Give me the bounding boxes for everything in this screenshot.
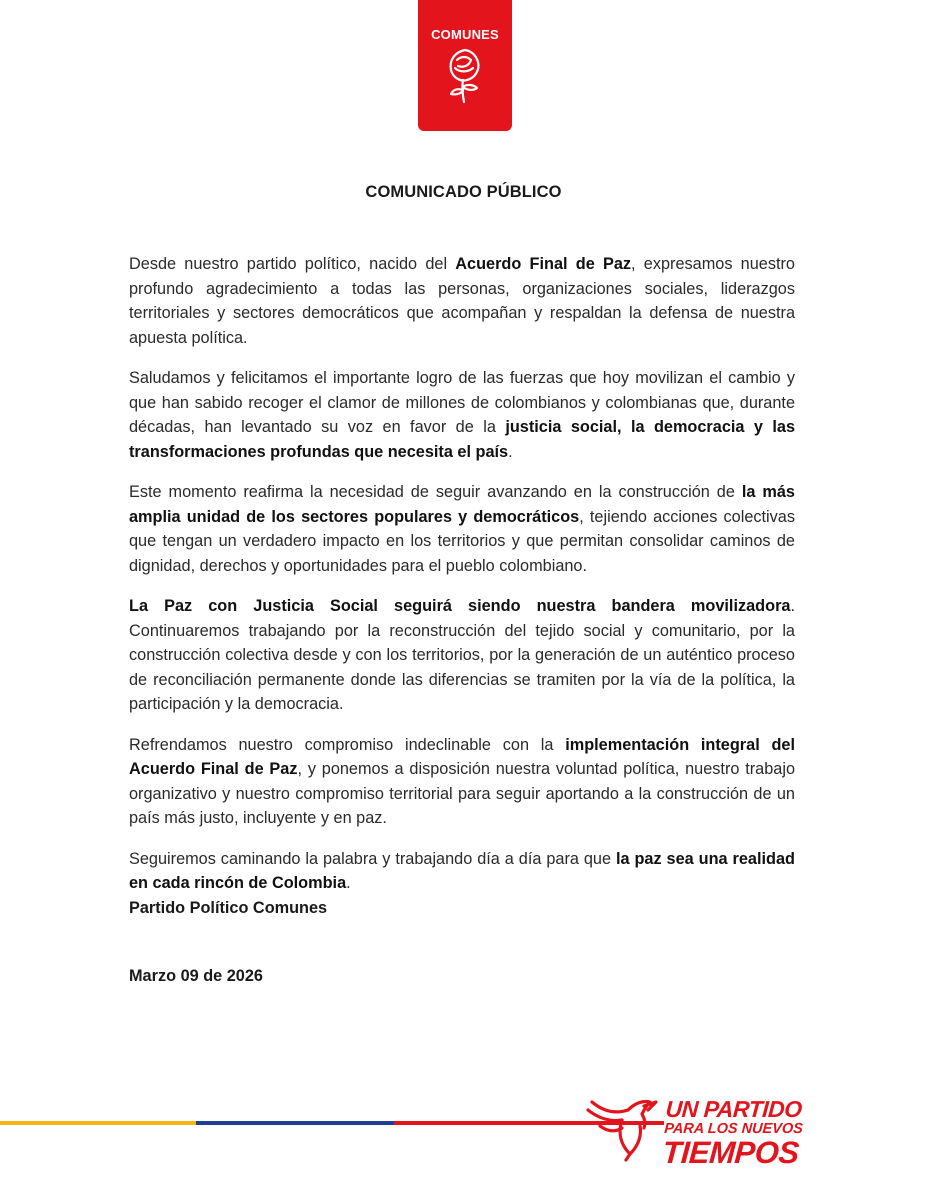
document-body (129, 252, 795, 912)
signature: Partido Político Comunes (129, 899, 328, 917)
page-title: COMUNICADO PÚBLICO (365, 183, 562, 201)
text-run: Este momento reafirma la necesidad de seguir avanzando en la construcción de (129, 483, 742, 501)
slogan-line-2: PARA LOS NUEVOS (663, 1121, 804, 1137)
text-run: , y ponemos a disposición nuestra voluntad política, nuestro trabajo organizativo y nuestro compromiso territorial para seguir aportando a la construcción de un país más justo, incluyente y en paz. (129, 760, 795, 827)
paragraph (129, 366, 795, 464)
text-run: , tejiendo acciones colectivas que tengan un verdadero impacto en los territorios y que permitan consolidar caminos de dignidad, derechos y oportunidades para el pueblo colombiano. (129, 507, 795, 575)
paragraph (129, 847, 795, 896)
paragraph (129, 480, 795, 578)
document-date: Marzo 09 de 2026 (129, 967, 263, 985)
dove-icon (582, 1082, 662, 1162)
text-run: Seguiremos caminando la palabra y trabajando día a día para que (129, 849, 616, 868)
text-run: . (346, 874, 351, 892)
text-run: . Continuaremos trabajando por la reconstrucción del tejido social y comunitario, por la construcción colectiva desde y con los territorios, por la generación de un auténtico proceso de reconciliación permanente donde las diferencias se tramiten por la vía de la política, la participación y la democracia. (129, 597, 795, 713)
slogan-line-3: TIEMPOS (661, 1134, 800, 1170)
flag-stripe-blue (196, 1121, 394, 1125)
bold-text-run: La Paz con Justicia Social seguirá siendo nuestra bandera movilizadora (129, 597, 791, 615)
footer-slogan (662, 1098, 805, 1168)
bold-text-run: justicia social, la democracia y las transformaciones profundas que necesita el país (129, 418, 795, 461)
rose-icon (443, 46, 487, 104)
bold-text-run: la paz sea una realidad en cada rincón de Colombia (129, 849, 795, 892)
logo-wordmark: COMUNES (431, 27, 499, 42)
text-run: Refrendamos nuestro compromiso indeclinable con la (129, 735, 566, 754)
bold-text-run: implementación integral del Acuerdo Final de Paz (129, 735, 796, 778)
comunes-logo (418, 0, 512, 131)
paragraph (129, 733, 795, 831)
paragraph (129, 252, 795, 350)
slogan-line-1: UN PARTIDO (664, 1096, 803, 1122)
bold-text-run: la más amplia unidad de los sectores populares y democráticos (129, 483, 795, 526)
paragraph (129, 594, 795, 717)
text-run: , expresamos nuestro profundo agradecimiento a todas las personas, organizaciones sociales, liderazgos territoriales y sectores democráticos que acompañan y respaldan la defensa de nuestra apuesta política. (129, 255, 795, 347)
text-run: . (508, 442, 513, 461)
bold-text-run: Acuerdo Final de Paz (455, 255, 632, 273)
text-run: Desde nuestro partido político, nacido del (129, 255, 456, 273)
text-run: Saludamos y felicitamos el importante logro de las fuerzas que hoy movilizan el cambio y que han sabido recoger el clamor de millones de colombianos y colombianas que, durante décadas, han levantado su voz en favor de la (129, 369, 795, 436)
flag-stripe-yellow (0, 1121, 196, 1125)
